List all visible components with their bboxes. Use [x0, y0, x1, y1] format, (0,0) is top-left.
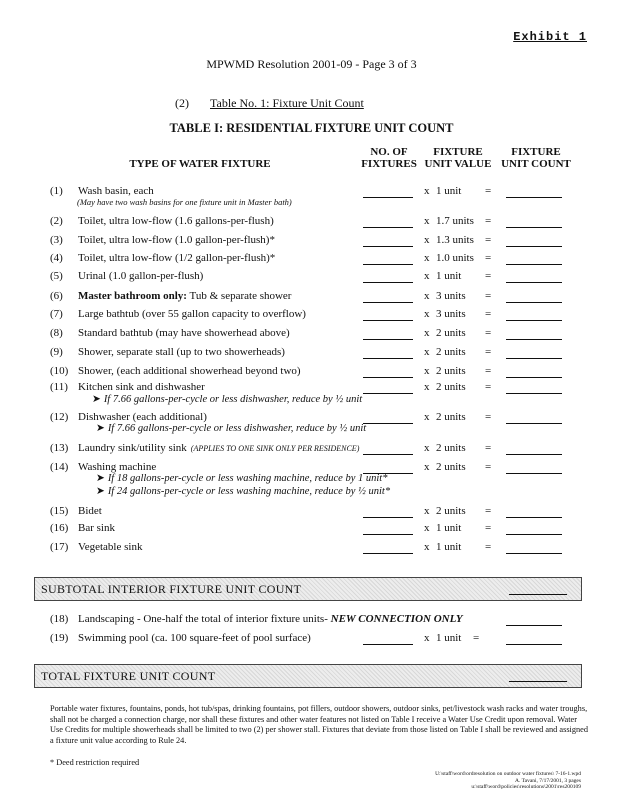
row-desc: [78, 270, 203, 282]
unit-value: 2 units: [436, 346, 466, 358]
fixture-row: [50, 252, 610, 268]
row18-emph: NEW CONNECTION ONLY: [330, 613, 463, 625]
row-num: (13): [50, 442, 69, 454]
count-blank: [506, 393, 562, 394]
unit-value: 3 units: [436, 308, 466, 320]
fixture-row: [50, 290, 610, 306]
count-blank: [506, 625, 562, 626]
row-desc-text: Wash basin, each: [78, 185, 154, 197]
fixture-row: [50, 308, 610, 324]
fixtures-blank: [363, 517, 413, 518]
equals-sign: =: [485, 327, 492, 339]
count-blank: [506, 302, 562, 303]
total-band: [34, 664, 582, 688]
equals-sign: =: [485, 252, 492, 264]
table-number: (2): [175, 96, 189, 110]
count-blank: [506, 320, 562, 321]
fixtures-blank: [363, 644, 413, 645]
row-desc-text: Kitchen sink and dishwasher: [78, 381, 205, 393]
fixture-row: [50, 505, 610, 521]
row-num: (1): [50, 185, 63, 197]
row-desc: [78, 290, 291, 302]
count-blank: [506, 377, 562, 378]
equals-sign: =: [485, 442, 492, 454]
row-desc-text: Dishwasher (each additional): [78, 411, 207, 423]
unit-value: 1 unit: [436, 632, 462, 644]
fixture-row: [50, 234, 610, 250]
unit-value: 1 unit: [436, 522, 462, 534]
count-blank: [506, 282, 562, 283]
times-sign: x: [424, 215, 430, 227]
equals-sign: =: [485, 234, 492, 246]
row-num: (15): [50, 505, 69, 517]
count-blank: [506, 227, 562, 228]
col-unit-count-header: [500, 146, 572, 170]
fixtures-blank: [363, 534, 413, 535]
row-num: (9): [50, 346, 63, 358]
col-type-header: TYPE OF WATER FIXTURE: [129, 158, 271, 170]
col-no-fixtures-header: [357, 146, 421, 170]
times-sign: x: [424, 461, 430, 473]
row-desc-text: Toilet, ultra low-flow (1/2 gallon-per-flush)*: [78, 252, 276, 264]
row-num: (2): [50, 215, 63, 227]
arrow-icon: ➤: [96, 423, 105, 434]
row-desc: [78, 308, 306, 320]
count-blank: [506, 553, 562, 554]
row-desc-text: Urinal (1.0 gallon-per-flush): [78, 270, 204, 282]
col-no-line1: NO. OF: [370, 146, 408, 158]
row-desc-text: Vegetable sink: [78, 541, 143, 553]
unit-value: 1 unit: [436, 270, 462, 282]
times-sign: x: [424, 346, 430, 358]
equals-sign: =: [485, 505, 492, 517]
times-sign: x: [424, 365, 430, 377]
file-path-line2: A. Tavani, 7/17/2001, 3 pages: [515, 777, 581, 784]
fixtures-blank: [363, 423, 413, 424]
times-sign: x: [424, 185, 430, 197]
times-sign: x: [424, 252, 430, 264]
table-title: [175, 96, 364, 111]
unit-value: 2 units: [436, 461, 466, 473]
fixture-row: [50, 541, 610, 557]
unit-value: 2 units: [436, 365, 466, 377]
row-desc-text: Standard bathtub (may have showerhead above): [78, 327, 290, 339]
note-row12-text: If 7.66 gallons-per-cycle or less dishwasher, reduce by ½ unit: [107, 423, 367, 434]
unit-value: 2 units: [436, 411, 466, 423]
unit-value: 1 unit: [436, 541, 462, 553]
unit-value: 3 units: [436, 290, 466, 302]
fixture-row: [50, 365, 610, 381]
row-desc-text: Laundry sink/utility sink: [78, 442, 187, 454]
row-19: [50, 632, 610, 648]
note-row14a: [96, 472, 387, 484]
row-num: (11): [50, 381, 68, 393]
equals-sign: =: [485, 185, 492, 197]
row-desc: [78, 541, 142, 553]
count-blank: [506, 473, 562, 474]
row-desc: [78, 185, 154, 197]
exhibit-label: Exhibit 1: [513, 30, 587, 44]
row-num: (4): [50, 252, 63, 264]
times-sign: x: [424, 411, 430, 423]
times-sign: x: [424, 541, 430, 553]
unit-value: 2 units: [436, 505, 466, 517]
unit-value: 2 units: [436, 442, 466, 454]
row-desc: [78, 346, 285, 358]
fixture-row: [50, 270, 610, 286]
col-count-line1: FIXTURE: [511, 146, 561, 158]
count-blank: [506, 197, 562, 198]
fixture-row: [50, 215, 610, 231]
row-desc-text: Bar sink: [78, 522, 115, 534]
unit-value: 1.7 units: [436, 215, 474, 227]
col-no-line2: FIXTURES: [361, 158, 417, 170]
row-desc: [78, 327, 290, 339]
equals-sign: =: [485, 381, 492, 393]
row18-desc: Landscaping - One-half the total of interior fixture units-: [78, 613, 328, 625]
fixture-row: [50, 327, 610, 343]
row-num: (12): [50, 411, 69, 423]
times-sign: x: [424, 632, 430, 644]
equals-sign: =: [485, 365, 492, 377]
file-path: [435, 771, 581, 791]
row-num: (18): [50, 613, 69, 625]
unit-value: 2 units: [436, 327, 466, 339]
subtotal-blank: [509, 594, 567, 595]
count-blank: [506, 264, 562, 265]
count-blank: [506, 339, 562, 340]
row-num: (7): [50, 308, 63, 320]
times-sign: x: [424, 522, 430, 534]
equals-sign: =: [485, 215, 492, 227]
total-blank: [509, 681, 567, 682]
file-path-line3: u:\staff\word\policies\resolutions\2001\res200109: [471, 784, 581, 790]
row-num: (19): [50, 632, 69, 644]
times-sign: x: [424, 290, 430, 302]
unit-value: 2 units: [436, 381, 466, 393]
fixture-row: [50, 442, 610, 458]
note-row11: [92, 393, 362, 405]
row-num: (10): [50, 365, 69, 377]
resolution-header: MPWMD Resolution 2001-09 - Page 3 of 3: [206, 57, 417, 71]
fixtures-blank: [363, 264, 413, 265]
equals-sign: =: [473, 632, 480, 644]
row-desc-small: (APPLIES TO ONE SINK ONLY PER RESIDENCE): [190, 444, 360, 453]
row-desc-text: Toilet, ultra low-flow (1.0 gallon-per-flush)*: [78, 234, 275, 246]
subtotal-label: SUBTOTAL INTERIOR FIXTURE UNIT COUNT: [41, 582, 302, 596]
fixtures-blank: [363, 227, 413, 228]
note-row14b: [96, 485, 390, 497]
note-row12: [96, 422, 366, 434]
row-desc-bold: Master bathroom only:: [78, 290, 187, 302]
row-desc: [78, 234, 275, 246]
fixtures-blank: [363, 393, 413, 394]
equals-sign: =: [485, 308, 492, 320]
row-desc: [78, 442, 359, 454]
col-unit-line2: UNIT VALUE: [424, 158, 492, 170]
times-sign: x: [424, 327, 430, 339]
unit-value: 1.0 units: [436, 252, 474, 264]
row-desc: Swimming pool (ca. 100 square-feet of pool surface): [78, 632, 311, 644]
table-heading: TABLE I: RESIDENTIAL FIXTURE UNIT COUNT: [169, 121, 454, 135]
row-desc: [78, 381, 205, 393]
row-desc: [78, 215, 274, 227]
row-num: (17): [50, 541, 69, 553]
fixture-row: [50, 522, 610, 538]
count-blank: [506, 423, 562, 424]
row-num: (5): [50, 270, 63, 282]
col-unit-line1: FIXTURE: [433, 146, 483, 158]
fixtures-blank: [363, 282, 413, 283]
row-desc-text: Shower, (each additional showerhead beyond two): [78, 365, 301, 377]
row-num: (8): [50, 327, 63, 339]
total-label: TOTAL FIXTURE UNIT COUNT: [41, 669, 216, 683]
col-unit-value-header: [420, 146, 496, 170]
count-blank: [506, 534, 562, 535]
row-desc-text: Washing machine: [78, 461, 157, 473]
unit-value: 1.3 units: [436, 234, 474, 246]
equals-sign: =: [485, 461, 492, 473]
times-sign: x: [424, 505, 430, 517]
fixtures-blank: [363, 377, 413, 378]
fixtures-blank: [363, 358, 413, 359]
note-row11-text: If 7.66 gallons-per-cycle or less dishwasher, reduce by ½ unit: [103, 394, 363, 405]
count-blank: [506, 644, 562, 645]
subtotal-band: [34, 577, 582, 601]
fixtures-blank: [363, 246, 413, 247]
fixtures-blank: [363, 454, 413, 455]
row-desc: [78, 365, 301, 377]
count-blank: [506, 454, 562, 455]
fixture-row: [50, 346, 610, 362]
equals-sign: =: [485, 411, 492, 423]
equals-sign: =: [485, 522, 492, 534]
times-sign: x: [424, 442, 430, 454]
fixtures-blank: [363, 320, 413, 321]
footnote-paragraph: Portable water fixtures, fountains, ponds, hot tub/spas, drinking fountains, pot fillers, outdoor showers, outdoor sinks, pet/livestock wash racks and water troughs, shall not be charged a connection charge, nor shall these fixtures and other water features not listed on Table I receive a Water Use Credit upon removal. Water Use Credits for multiple showerheads shall be limited to two (2) per shower stall. Fixtures that deviate from those listed on Table I shall be reviewed and assigned a fixture unit value according to Rule 24.: [50, 704, 588, 745]
table-title-text: Table No. 1: Fixture Unit Count: [210, 96, 364, 110]
fixtures-blank: [363, 553, 413, 554]
row-desc: [78, 505, 102, 517]
equals-sign: =: [485, 270, 492, 282]
fixtures-blank: [363, 302, 413, 303]
row-desc-text: Large bathtub (over 55 gallon capacity to overflow): [78, 308, 306, 320]
row-desc: [78, 252, 275, 264]
unit-value: 1 unit: [436, 185, 462, 197]
times-sign: x: [424, 234, 430, 246]
arrow-icon: ➤: [96, 473, 105, 484]
note-row14a-text: If 18 gallons-per-cycle or less washing machine, reduce by 1 unit*: [107, 473, 388, 484]
row-num: (6): [50, 290, 63, 302]
equals-sign: =: [485, 541, 492, 553]
row-num: (14): [50, 461, 69, 473]
times-sign: x: [424, 270, 430, 282]
count-blank: [506, 246, 562, 247]
times-sign: x: [424, 381, 430, 393]
arrow-icon: ➤: [96, 486, 105, 497]
row-18: [50, 613, 610, 629]
equals-sign: =: [485, 290, 492, 302]
row-num: (3): [50, 234, 63, 246]
row-num: (16): [50, 522, 69, 534]
row-desc-text: Toilet, ultra low-flow (1.6 gallons-per-flush): [78, 215, 274, 227]
note-row1: (May have two wash basins for one fixture unit in Master bath): [77, 197, 292, 207]
row-desc-text: Shower, separate stall (up to two showerheads): [78, 346, 285, 358]
equals-sign: =: [485, 346, 492, 358]
count-blank: [506, 358, 562, 359]
arrow-icon: ➤: [92, 394, 101, 405]
fixtures-blank: [363, 197, 413, 198]
col-count-line2: UNIT COUNT: [501, 158, 571, 170]
row-desc: [78, 613, 463, 625]
note-row14b-text: If 24 gallons-per-cycle or less washing machine, reduce by ½ unit*: [107, 486, 391, 497]
fixtures-blank: [363, 339, 413, 340]
file-path-line1: U:\staff\word\ordresolution on outdoor water fixtures\ 7-16-1.wpd: [435, 771, 581, 777]
times-sign: x: [424, 308, 430, 320]
row-desc-text: Tub & separate shower: [186, 290, 292, 302]
deed-note: * Deed restriction required: [50, 758, 140, 767]
count-blank: [506, 517, 562, 518]
row-desc: [78, 522, 115, 534]
row-desc-text: Bidet: [78, 505, 102, 517]
